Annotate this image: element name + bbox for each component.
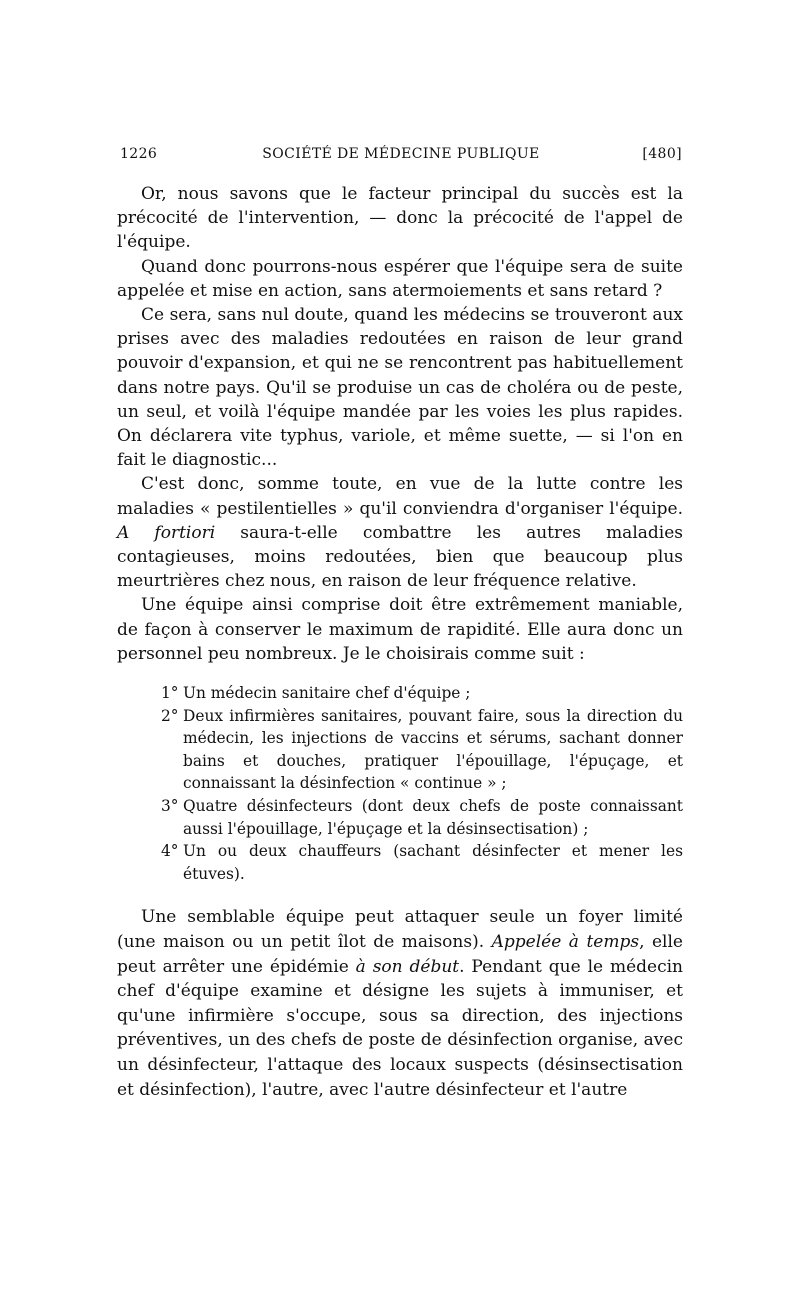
list-number: 2° (161, 706, 179, 725)
list-number: 4° (161, 842, 179, 861)
emphasis-text: A fortiori (117, 522, 216, 543)
list-item (161, 705, 683, 795)
list-number: 1° (161, 684, 179, 703)
paragraph: Ce sera, sans nul doute, quand les médecins se trouveront aux prises avec des maladies redoutées en raison de leur grand pouvoir d'expansion, et qui ne se rencontrent pas habituellement dans notre pays. Qu'il se produise un cas de choléra ou de peste, un seul, et voilà l'équipe mandée par les voies les plus rapides. On déclarera vite typhus, variole, et même suette, — si l'on en fait le diagnostic... (117, 305, 683, 471)
paragraph-text: C'est donc, somme toute, en vue de la lutte contre les maladies « pestilentielles » qu'il conviendra d'organiser l'équipe. (117, 474, 683, 519)
emphasis-text: Appelée à temps (491, 932, 640, 952)
team-composition-list (161, 682, 683, 885)
paragraph-text: Une semblable équipe peut attaquer seule un foyer limité (une maison ou un petit îlot de maisons). (117, 907, 683, 952)
list-item (161, 682, 683, 705)
closing-section (117, 905, 683, 1102)
running-title: SOCIÉTÉ DE MÉDECINE PUBLIQUE (262, 146, 540, 162)
paragraph (117, 905, 683, 1102)
list-item-text: Deux infirmières sanitaires, pouvant faire, sous la direction du médecin, les injections de vaccins et sérums, sachant donner bains et douches, pratiquer l'épouillage, l'épuçage, et connaissant la désinfection « continue » ; (183, 706, 683, 793)
body-text (117, 182, 683, 1102)
emphasis-text: à son début (355, 956, 460, 977)
paragraph: Or, nous savons que le facteur principal du succès est la précocité de l'intervention, — donc la précocité de l'appel de l'équipe. (117, 184, 683, 253)
paragraph-text: . Pendant que le médecin chef d'équipe examine et désigne les sujets à immuniser, et qu'une infirmière s'occupe, sous sa direction, des injections préventives, un des chefs de poste de désinfection organise, avec un désinfecteur, l'attaque des locaux suspects (désinsectisation et désinfection), l'autre, avec l'autre désinfecteur et l'autre (117, 956, 683, 1100)
running-header (120, 146, 682, 168)
paragraph (117, 472, 683, 593)
list-item-text: Un ou deux chauffeurs (sachant désinfecter et mener les étuves). (183, 842, 683, 883)
list-number: 3° (161, 797, 179, 816)
list-item (161, 840, 683, 885)
paragraph-text: saura-t-elle combattre les autres maladies contagieuses, moins redoutées, bien que beaucoup plus meurtrières chez nous, en raison de leur fréquence relative. (117, 522, 683, 592)
page-number: 1226 (120, 146, 158, 162)
bracket-page-number: [480] (642, 146, 682, 162)
list-item (161, 795, 683, 840)
list-item-text: Un médecin sanitaire chef d'équipe ; (183, 684, 471, 703)
paragraph: Une équipe ainsi comprise doit être extrêmement maniable, de façon à conserver le maximum de rapidité. Elle aura donc un personnel peu nombreux. Je le choisirais comme suit : (117, 595, 683, 664)
paragraph-text: , elle peut arrêter une épidémie (117, 932, 683, 977)
list-item-text: Quatre désinfecteurs (dont deux chefs de poste connaissant aussi l'épouillage, l'épuçage et la désinsectisation) ; (183, 797, 683, 838)
paragraph: Quand donc pourrons-nous espérer que l'équipe sera de suite appelée et mise en action, sans atermoiements et sans retard ? (117, 256, 683, 301)
